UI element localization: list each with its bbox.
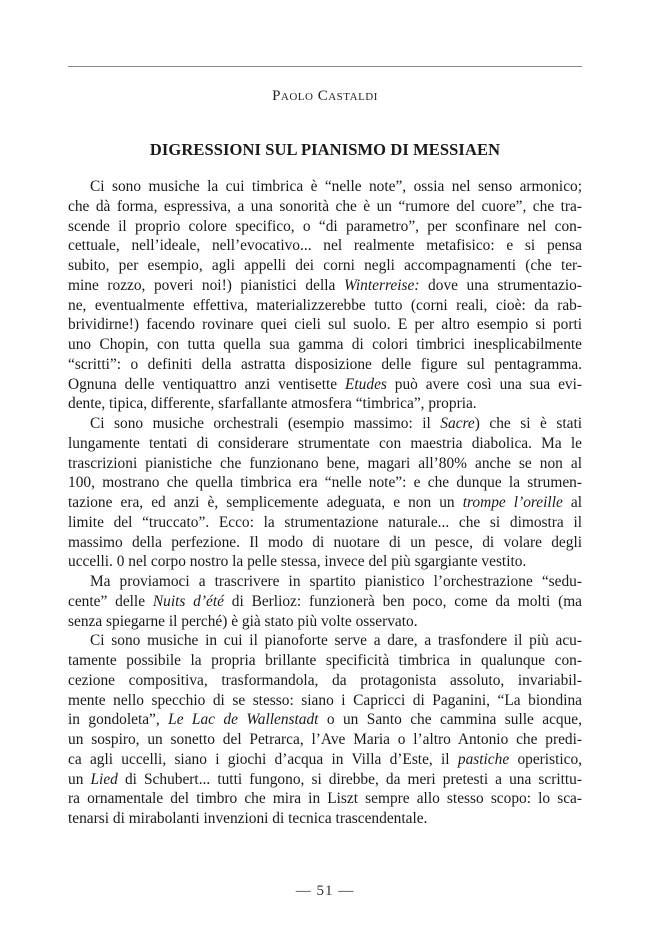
text-line: dente, tipica, differente, sfarfallante atmosfera “timbrica”, propria. — [68, 395, 477, 413]
header-rule — [68, 66, 582, 67]
text-line: Ci sono musiche in cui il pianoforte serve a dare, a trasfondere il più acu- — [90, 632, 582, 650]
text-line: un sospiro, un sonetto del Petrarca, l’Ave Maria o l’altro Antonio che predi- — [68, 731, 582, 748]
text-line: ne, eventualmente effettiva, materializzerebbe tutto (corni reali, cioè: da rab- — [68, 296, 582, 314]
text-line: 100, mostrano che quella timbrica era “nelle note”: e che dunque la strumen- — [68, 474, 582, 492]
text-line: trascrizioni pianistiche che funzionano bene, magari all’80% anche se non al — [68, 454, 582, 472]
text-line: cente” delle Nuits d’été di Berlioz: funzionerà ben poco, come da molti (ma — [68, 592, 582, 610]
text-line: Ma proviamoci a trascrivere in spartito pianistico l’orchestrazione “sedu- — [90, 573, 582, 590]
text-line: senza spiegarne il perché) è già stato più volte osservato. — [68, 612, 418, 630]
text-line: in gondoleta”, Le Lac de Wallenstadt o un Santo che cammina sulle acque, — [68, 711, 582, 729]
text-line: cettuale, nell’ideale, nell’evocativo... nel realmente metafisico: e si pensa — [68, 237, 582, 255]
text-line: “scritti”: o definiti della astratta disposizione delle figure sul pentagramma. — [68, 355, 582, 373]
text-line: ra ornamentale del timbro che mira in Liszt sempre allo stesso scopo: lo sca- — [68, 790, 582, 808]
text-line: limite del “truccato”. Ecco: la strumentazione naturale... che si dimostra il — [68, 513, 582, 531]
chapter-title: DIGRESSIONI SUL PIANISMO DI MESSIAEN — [149, 140, 501, 159]
text-line: Ci sono musiche orchestrali (esempio massimo: il Sacre) che si è stati — [90, 415, 582, 432]
text-line: un Lied di Schubert... tutti fungono, si direbbe, da meri pretesti a una scrittu- — [68, 770, 582, 788]
text-line: mine rozzo, poveri noi!) pianistici della Winterreise: dove una strumentazio- — [68, 276, 582, 294]
body-text — [68, 177, 582, 829]
text-line: uno Chopin, con tutta quella sua gamma di colori timbrici inesplicabilmente — [68, 336, 582, 353]
text-line: mente nello specchio di se stesso: siano i Capricci di Paganini, “La biondina — [68, 691, 582, 709]
text-line: che dà forma, espressiva, a una sonorità che è un “rumore del cuore”, che tra- — [68, 197, 582, 215]
text-line: lungamente tentati di considerare strumentate con maestria diabolica. Ma le — [68, 434, 582, 452]
text-line: tazione era, ed anzi è, semplicemente adeguata, e non un trompe l’oreille al — [68, 494, 582, 511]
text-line: Ci sono musiche la cui timbrica è “nelle note”, ossia nel senso armonico; — [90, 178, 582, 195]
text-line: cezione compositiva, trasformandola, da protagonista assoluto, invariabil- — [68, 671, 582, 689]
text-line: subito, per esempio, agli appelli dei corni negli accompagnamenti (che ter- — [68, 257, 582, 274]
running-header-author: Paolo Castaldi — [272, 88, 378, 104]
text-line: brividirne!) facendo rovinare quei cieli sul suolo. E per altro esempio si porti — [68, 316, 582, 334]
text-line: scende il proprio colore specifico, o “di parametro”, per sconfinare nel con- — [68, 217, 582, 235]
text-line: massimo della perfezione. Il modo di nuotare di un pesce, di volare degli — [68, 533, 582, 551]
text-line: ca agli uccelli, siano i giochi d’acqua in Villa d’Este, il pastiche operistico, — [68, 750, 582, 768]
text-line: Ognuna delle ventiquattro anzi ventisette Etudes può avere così una sua evi- — [68, 375, 582, 393]
page-number: — 51 — — [295, 883, 355, 899]
text-line: tenarsi di mirabolanti invenzioni di tecnica trascendentale. — [68, 810, 428, 827]
text-line: tamente possibile la propria brillante specificità timbrica in qualunque con- — [68, 652, 582, 669]
text-line: uccelli. 0 nel corpo nostro la pelle stessa, invece del più sgargiante vestito. — [68, 553, 527, 571]
